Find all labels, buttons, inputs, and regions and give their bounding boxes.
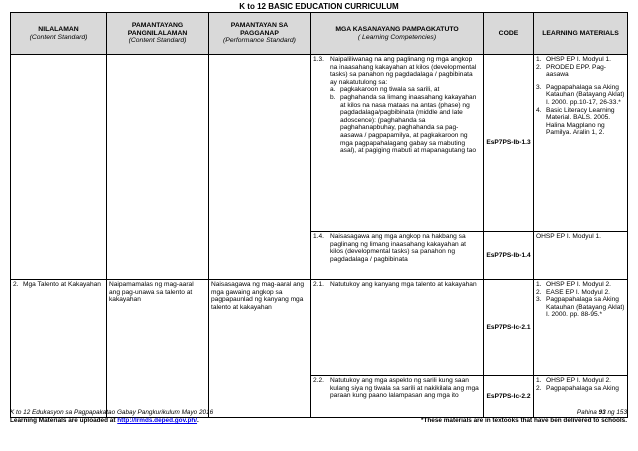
material-number: 2. (536, 384, 542, 392)
footer-line-2 (10, 417, 627, 425)
material-text: Basic Literacy Learning Material. BALS. 2005. Halina Magplano ng Pamilya. Aralin 1, 2. (546, 106, 615, 137)
competency-text: Naipaliliwanag na ang paglinang ng mga angkop na inaasahang kakayahan at kilos (developmental tasks) sa panahon ng pagdadalaga / pagbibinata ay nakatutulong sa: (330, 56, 477, 86)
page-suffix: ng 153 (607, 409, 627, 416)
competency-cell (311, 55, 484, 232)
performance-cell: Naisasagawa ng mag-aaral ang mga gawaing angkop sa pagpapaunlad ng kanyang mga talento at kakayahan (209, 280, 311, 418)
page-prefix: Pahina (576, 409, 597, 416)
header-performance-standard: PAMANTAYAN SA PAGGANAP (Performance Standard) (209, 13, 311, 55)
content-standard-cell: Naipamamalas ng mag-aaral ang pag-unawa sa talento at kakayahan (107, 280, 209, 418)
material-number: 2. (536, 63, 542, 71)
material-text: OHSP EP I. Modyul 2. (546, 377, 611, 384)
page-indicator (577, 409, 627, 417)
performance-cell-empty (209, 55, 311, 280)
competency-text: Naisasagawa ang mga angkop na hakbang sa paglinang ng limang inaasahang kakayahan at kilos (developmental tasks) sa panahon ng pagdadalaga / pagbibinata (330, 233, 467, 263)
content-cell (11, 280, 107, 418)
code-cell: EsP7PS-Ic-2.1 (484, 280, 534, 376)
material-number: 4. (536, 106, 542, 114)
table-row (11, 280, 628, 376)
table-row (11, 55, 628, 232)
header-code: CODE (484, 13, 534, 55)
material-text: EASE EP I. Modyul 2. (546, 288, 611, 296)
material-text: OHSP EP I. Modyul 1. (546, 56, 611, 63)
material-number: 1. (536, 377, 542, 384)
footer-upload-note: Learning Materials are uploaded at (10, 417, 116, 424)
material-number: 1. (536, 281, 542, 288)
materials-cell: OHSP EP I. Modyul 1. (534, 232, 628, 280)
subitem-text: pagkakaroon ng tiwala sa sarili, at (340, 86, 440, 94)
subitem-letter: a. (330, 86, 336, 94)
subitem-text: paghahanda sa limang inaasahang kakayahan at kilos na nasa mataas na antas (phase) ng pagdadalaga/pagbibinata (middle and late adoscence): (paghahanda sa paghahanapbuhay, paghahanda sa pag-aasawa / pagpapamilya, at pagkakaroon ng mga pagpapahalagang gabay sa mabuting asal), at pagiging mabuti at mapanagutang tao (340, 93, 477, 155)
lrmds-link[interactable]: http://lrmds.deped.gov.ph/ (117, 417, 198, 424)
material-number: 1. (536, 56, 542, 63)
header-competencies: MGA KASANAYANG PAMPAGKATUTO ( Learning Competencies) (311, 13, 484, 55)
material-text: OHSP EP I. Modyul 2. (546, 281, 611, 288)
content-cell-empty (11, 55, 107, 280)
subitem-letter: b. (330, 93, 336, 101)
code-cell: EsP7PS-Ib-1.4 (484, 232, 534, 280)
competency-number: 1.4. (313, 233, 324, 240)
footer-line-1 (10, 409, 627, 417)
material-text: Pagpapahalaga sa Aking Katauhan (Batayang Aklat) I. 2000. pp. 88-95.* (546, 296, 625, 319)
header-content: NILALAMAN (Content Standard) (11, 13, 107, 55)
page-number: 93 (598, 409, 606, 416)
document-title: K to 12 BASIC EDUCATION CURRICULUM (239, 2, 399, 11)
competency-number: 2.2. (313, 377, 324, 384)
competency-text: Natutukoy ang mga aspekto ng sarili kung saan kulang siya ng tiwala sa sarili at nakikilala ang mga paraan kung paano lalampasan ang mga ito (330, 377, 479, 400)
header-row (11, 13, 628, 55)
competency-cell (311, 232, 484, 280)
material-text: PRODED EPP. Pag-aasawa (546, 63, 606, 79)
footer-textbook-note: *These materials are in textooks that have ben delivered to schools. (421, 417, 627, 424)
curriculum-table (10, 12, 628, 418)
header-materials: LEARNING MATERIALS (534, 13, 628, 55)
materials-cell (534, 55, 628, 232)
competency-number: 1.3. (313, 56, 324, 63)
competency-text: Natutukoy ang kanyang mga talento at kakayahan (330, 281, 477, 288)
material-text: Pagpapahalaga sa Aking (546, 384, 619, 392)
header-content-standard: PAMANTAYANG PANGNILALAMAN (Content Standard) (107, 13, 209, 55)
footer-period: . (197, 417, 199, 424)
footer-curriculum-guide: K to 12 Edukasyon sa Pagpapakatao Gabay Pangkurikulum Mayo 2016 (10, 409, 214, 416)
competency-number: 2.1. (313, 281, 324, 288)
material-number: 3. (536, 83, 542, 91)
code-cell: EsP7PS-Ic-2.2 (484, 376, 534, 418)
content-text: Mga Talento at Kakayahan (23, 281, 101, 288)
content-number: 2. (13, 281, 19, 288)
content-standard-cell-empty (107, 55, 209, 280)
materials-cell (534, 280, 628, 376)
material-number: 2. (536, 288, 542, 296)
code-cell: EsP7PS-Ib-1.3 (484, 55, 534, 232)
competency-cell (311, 280, 484, 376)
material-number: 3. (536, 296, 542, 304)
material-text: Pagpapahalaga sa Aking Katauhan (Batayang Aklat) I. 2000. pp.10-17, 26-33.* (546, 83, 625, 106)
